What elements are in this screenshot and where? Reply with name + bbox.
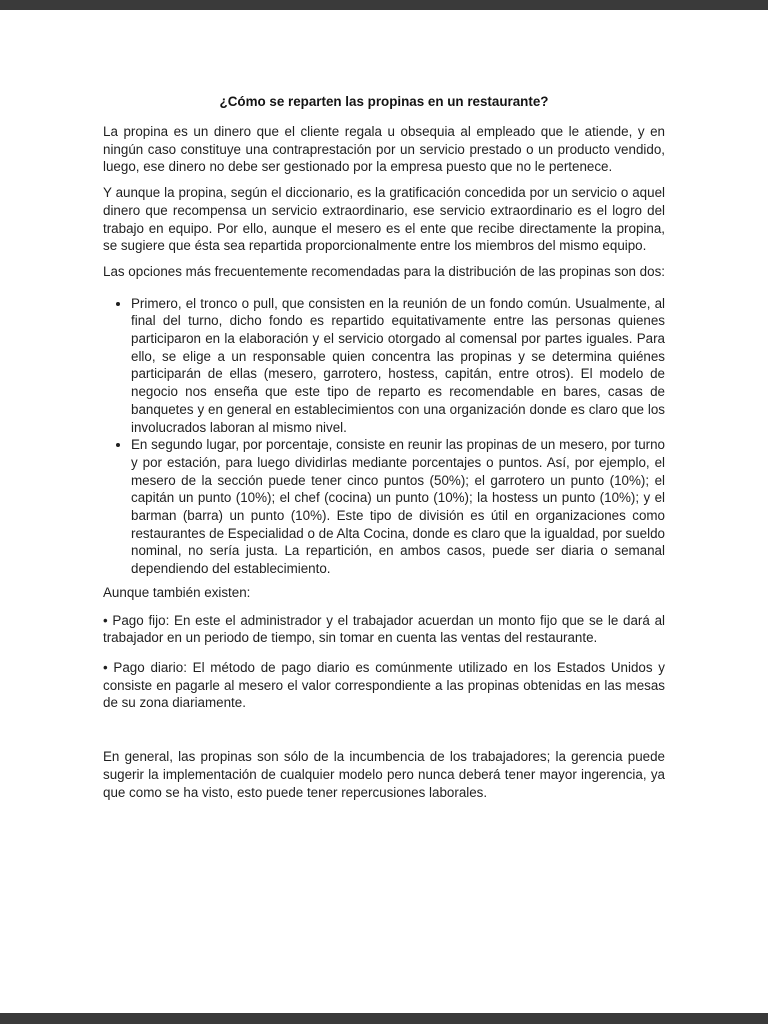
options-list: [103, 295, 665, 578]
list-item-por-porcentaje: • En segundo lugar, por porcentaje, consiste en reunir las propinas de un mesero, por turno y por estación, para luego dividirlas mediante porcentajes o puntos. Así, por ejemplo, el mesero de la sección puede tener cinco puntos (50%); el garrotero un punto (10%); el capitán un punto (10%); el chef (cocina) un punto (10%); la hostess un punto (10%); y el barman (barra) un punto (10%). Este tipo de división es útil en organizaciones como restaurantes de Especialidad o de Alta Cocina, donde es claro que la igualdad, por sueldo nominal, no sería justa. La repartición, en ambos casos, puede ser diaria o semanal dependiendo del establecimiento.: [131, 436, 665, 578]
document-title: ¿Cómo se reparten las propinas en un restaurante?: [219, 94, 549, 109]
list-item-tronco-pull: • Primero, el tronco o pull, que consisten en la reunión de un fondo común. Usualmente, al final del turno, dicho fondo es repartido equitativamente entre las personas quienes participaron en la elaboración y el servicio otorgado al comensal por partes iguales. Para ello, se elige a un responsable quien concentra las propinas y se determina quiénes participarán de ellas (mesero, garrotero, hostess, capitán, entre otros). El modelo de negocio nos enseña que este tipo de reparto es recomendable en bares, casas de banquetes y en general en establecimientos con una organización donde es claro que los involucrados laboran al mismo nivel.: [131, 295, 665, 437]
paragraph-definition-propina: La propina es un dinero que el cliente regala u obsequia al empleado que le atiende, y en ningún caso constituye una contraprestación por un servicio prestado o un producto vendido, luego, ese dinero no debe ser gestionado por la empresa puesto que no le pertenece.: [103, 124, 665, 175]
bottom-letterbox-bar: [0, 1013, 768, 1024]
paragraph-opciones-intro: Las opciones más frecuentemente recomendadas para la distribución de las propinas son dos:: [103, 263, 665, 279]
paragraph-closing: En general, las propinas son sólo de la incumbencia de los trabajadores; la gerencia puede sugerir la implementación de cualquier modelo pero nunca deberá tener mayor ingerencia, ya que como se ha visto, esto puede tener repercusiones laborales.: [103, 749, 665, 800]
top-letterbox-bar: [0, 0, 768, 10]
paragraph-pago-diario: • Pago diario: El método de pago diario es comúnmente utilizado en los Estados Unidos y consiste en pagarle al mesero el valor correspondiente a las propinas obtenidas en las mesas de su zona diariamente.: [103, 659, 665, 711]
paragraph-pago-fijo: • Pago fijo: En este el administrador y el trabajador acuerdan un monto fijo que se le dará al trabajador en un periodo de tiempo, sin tomar en cuenta las ventas del restaurante.: [103, 612, 665, 646]
paragraph-trabajo-en-equipo: Y aunque la propina, según el diccionario, es la gratificación concedida por un servicio o aquel dinero que recompensa un servicio extraordinario, ese servicio extraordinario es el logro del trabajo en equipo. Por ello, aunque el mesero es el ente que recibe directamente la propina, se sugiere que ésta sea repartida proporcionalmente entre los miembros del mismo equipo.: [103, 185, 665, 254]
paragraph-aunque-tambien-existen: Aunque también existen:: [103, 584, 251, 600]
